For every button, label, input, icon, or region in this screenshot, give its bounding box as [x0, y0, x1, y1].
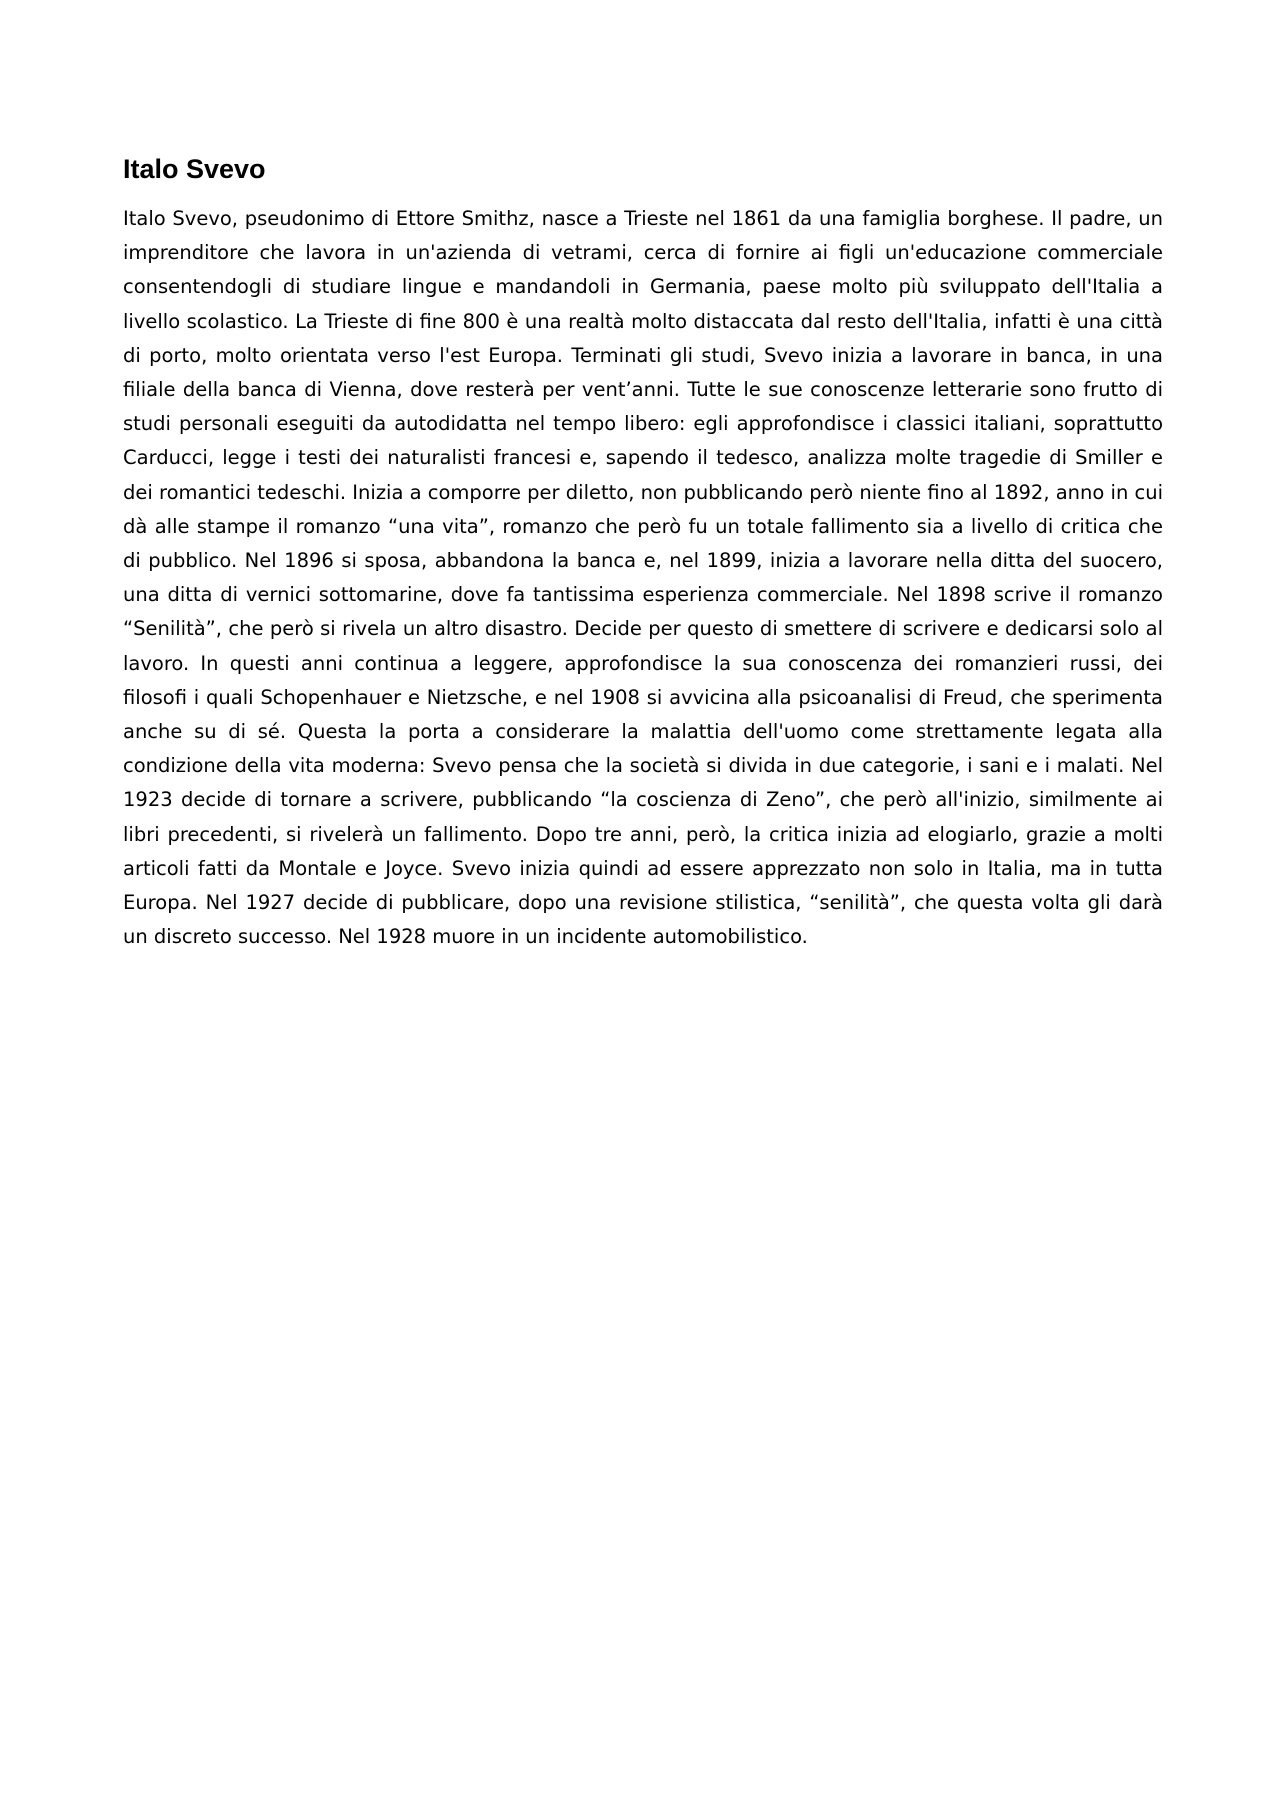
document-title: Italo Svevo — [123, 154, 266, 184]
document-body-paragraph: Italo Svevo, pseudonimo di Ettore Smithz, nasce a Trieste nel 1861 da una famiglia borghese. Il padre, un imprenditore che lavora in un'azienda di vetrami, cerca di fornire ai figli un'educazione commerciale consentendogli di studiare lingue e mandandoli in Germania, paese molto più sviluppato dell'Italia a livello scolastico. La Trieste di fine 800 è una realtà molto distaccata dal resto dell'Italia, infatti è una città di porto, molto orientata verso l'est Europa. Terminati gli studi, Svevo inizia a lavorare in banca, in una filiale della banca di Vienna, dove resterà per vent’anni. Tutte le sue conoscenze letterarie sono frutto di studi personali eseguiti da autodidatta nel tempo libero: egli approfondisce i classici italiani, soprattutto Carducci, legge i testi dei naturalisti francesi e, sapendo il tedesco, analizza molte tragedie di Smiller e dei romantici tedeschi. Inizia a comporre per diletto, non pubblicando però niente fino al 1892, anno in cui dà alle stampe il romanzo “una vita”, romanzo che però fu un totale fallimento sia a livello di critica che di pubblico. Nel 1896 si sposa, abbandona la banca e, nel 1899, inizia a lavorare nella ditta del suocero, una ditta di vernici sottomarine, dove fa tantissima esperienza commerciale. Nel 1898 scrive il romanzo “Senilità”, che però si rivela un altro disastro. Decide per questo di smettere di scrivere e dedicarsi solo al lavoro. In questi anni continua a leggere, approfondisce la sua conoscenza dei romanzieri russi, dei filosofi i quali Schopenhauer e Nietzsche, e nel 1908 si avvicina alla psicoanalisi di Freud, che sperimenta anche su di sé. Questa la porta a considerare la malattia dell'uomo come strettamente legata alla condizione della vita moderna: Svevo pensa che la società si divida in due categorie, i sani e i malati. Nel 1923 decide di tornare a scrivere, pubblicando “la coscienza di Zeno”, che però all'inizio, similmente ai libri precedenti, si rivelerà un fallimento. Dopo tre anni, però, la critica inizia ad elogiarlo, grazie a molti articoli fatti da Montale e Joyce. Svevo inizia quindi ad essere apprezzato non solo in Italia, ma in tutta Europa. Nel 1927 decide di pubblicare, dopo una revisione stilistica, “senilità”, che questa volta gli darà un discreto successo. Nel 1928 muore in un incidente automobilistico. — [123, 207, 1164, 949]
document-content — [123, 152, 1163, 954]
